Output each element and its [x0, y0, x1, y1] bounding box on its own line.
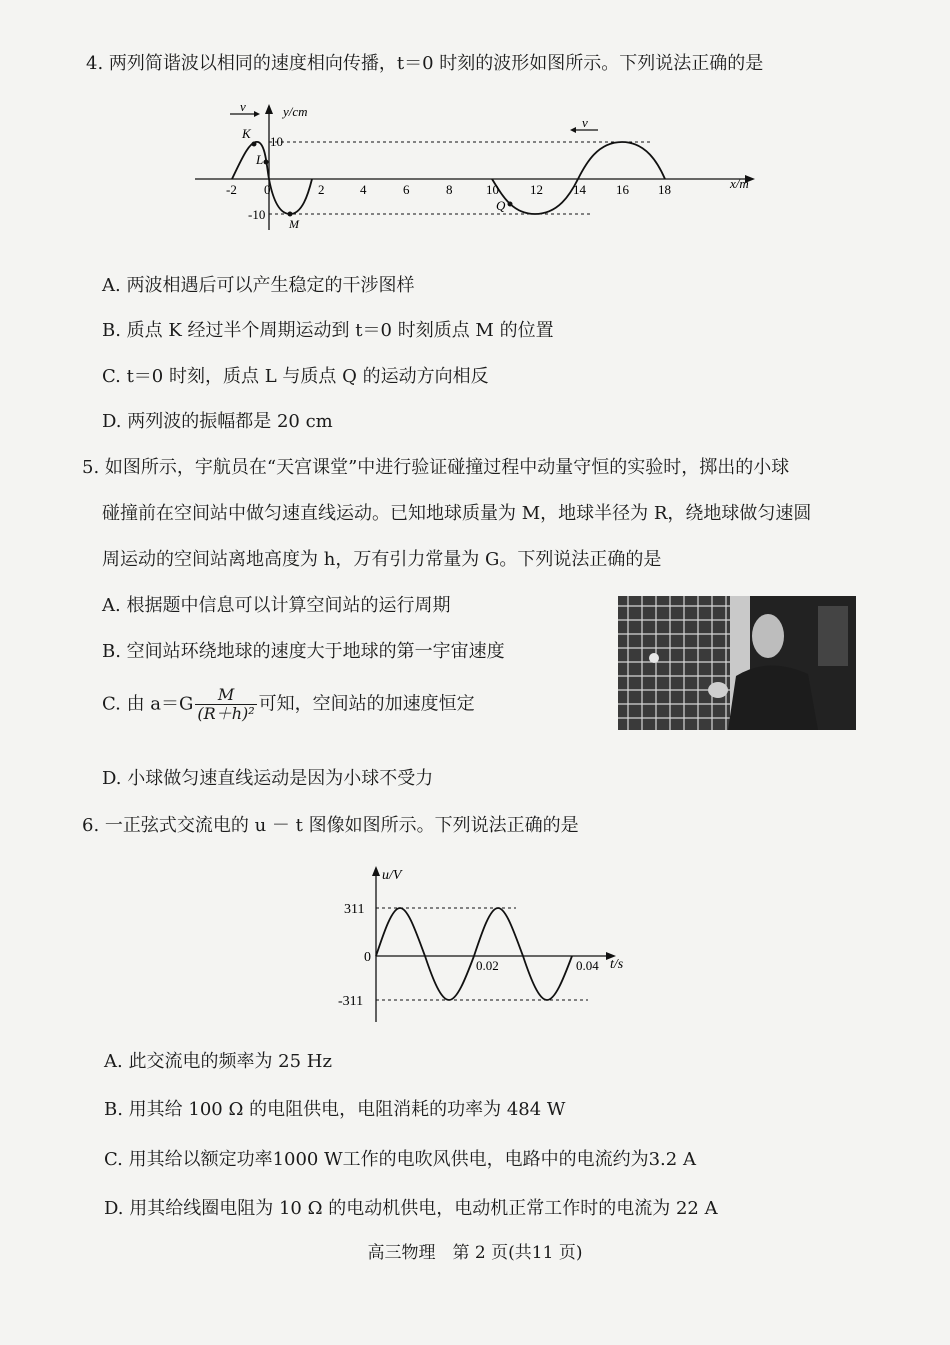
left-velocity-label: v — [240, 100, 246, 114]
q6-option-b: B. 用其给 100 Ω 的电阻供电，电阻消耗的功率为 484 W — [104, 1099, 566, 1120]
q5-option-c-prefix: C. 由 a＝G — [102, 693, 194, 715]
fraction-numerator: M — [195, 686, 256, 705]
point-m-label: M — [289, 217, 299, 231]
t-tick-label: 0.04 — [576, 958, 599, 973]
x-tick-label: 12 — [530, 182, 543, 197]
y-tick-label: 10 — [270, 134, 283, 149]
point-k-label: K — [242, 126, 251, 141]
q5-formula-fraction — [195, 686, 256, 723]
q4-option-d: D. 两列波的振幅都是 20 cm — [102, 411, 333, 432]
q5-stem-line-3: 周运动的空间站离地高度为 h，万有引力常量为 G。下列说法正确的是 — [102, 549, 662, 570]
point-l-label: L — [256, 152, 264, 167]
u-tick-label: -311 — [338, 994, 364, 1009]
q5-stem-line-2: 碰撞前在空间站中做匀速直线运动。已知地球质量为 M，地球半径为 R，绕地球做匀速圆 — [102, 503, 812, 524]
q5-option-c — [102, 686, 475, 723]
x-tick-label: 0 — [264, 182, 271, 197]
x-tick-label: 2 — [318, 182, 325, 197]
q5-option-a: A. 根据题中信息可以计算空间站的运行周期 — [102, 595, 451, 616]
u-axis-label: u/V — [382, 868, 402, 883]
x-tick-label: 18 — [658, 182, 671, 197]
x-axis-label: x/m — [730, 176, 749, 191]
x-tick-label: 8 — [446, 182, 453, 197]
x-tick-label: 16 — [616, 182, 629, 197]
q5-option-c-suffix: 可知，空间站的加速度恒定 — [258, 693, 475, 715]
fraction-denominator: (R＋h)² — [197, 704, 255, 723]
x-tick-label: 14 — [573, 182, 586, 197]
x-tick-label: 6 — [403, 182, 410, 197]
x-tick-label: 4 — [360, 182, 367, 197]
q5-stem-line-1: 5. 如图所示，宇航员在“天宫课堂”中进行验证碰撞过程中动量守恒的实验时，掷出的小球 — [82, 457, 790, 478]
q6-option-c: C. 用其给以额定功率1000 W工作的电吹风供电，电路中的电流约为3.2 A — [104, 1149, 696, 1170]
astronaut-photo — [618, 596, 856, 730]
right-velocity-label: v — [582, 115, 588, 130]
q4-option-b: B. 质点 K 经过半个周期运动到 t＝0 时刻质点 M 的位置 — [102, 320, 554, 341]
x-tick-label: 10 — [486, 182, 499, 197]
q4-option-a: A. 两波相遇后可以产生稳定的干涉图样 — [102, 275, 415, 296]
q5-option-d: D. 小球做匀速直线运动是因为小球不受力 — [102, 768, 434, 789]
q6-stem: 6. 一正弦式交流电的 u － t 图像如图所示。下列说法正确的是 — [82, 815, 579, 836]
q4-stem: 4. 两列简谐波以相同的速度相向传播，t＝0 时刻的波形如图所示。下列说法正确的是 — [86, 53, 764, 74]
q6-option-d: D. 用其给线圈电阻为 10 Ω 的电动机供电，电动机正常工作时的电流为 22 A — [104, 1198, 718, 1219]
t-tick-label: 0.02 — [476, 958, 499, 973]
q6-ut-graph — [330, 862, 640, 1027]
y-tick-label: -10 — [248, 207, 266, 222]
q4-option-c: C. t＝0 时刻，质点 L 与质点 Q 的运动方向相反 — [102, 366, 489, 387]
x-tick-label: -2 — [226, 182, 237, 197]
page-footer: 高三物理 第 2 页(共11 页) — [367, 1243, 583, 1263]
u-tick-label: 0 — [364, 950, 371, 965]
u-tick-label: 311 — [344, 902, 365, 917]
q6-option-a: A. 此交流电的频率为 25 Hz — [104, 1051, 332, 1072]
y-axis-label: y/cm — [283, 104, 308, 119]
q4-wave-figure — [190, 100, 780, 235]
q5-option-b: B. 空间站环绕地球的速度大于地球的第一宇宙速度 — [102, 641, 505, 662]
point-q-label: Q — [496, 198, 506, 213]
t-axis-label: t/s — [610, 957, 624, 972]
